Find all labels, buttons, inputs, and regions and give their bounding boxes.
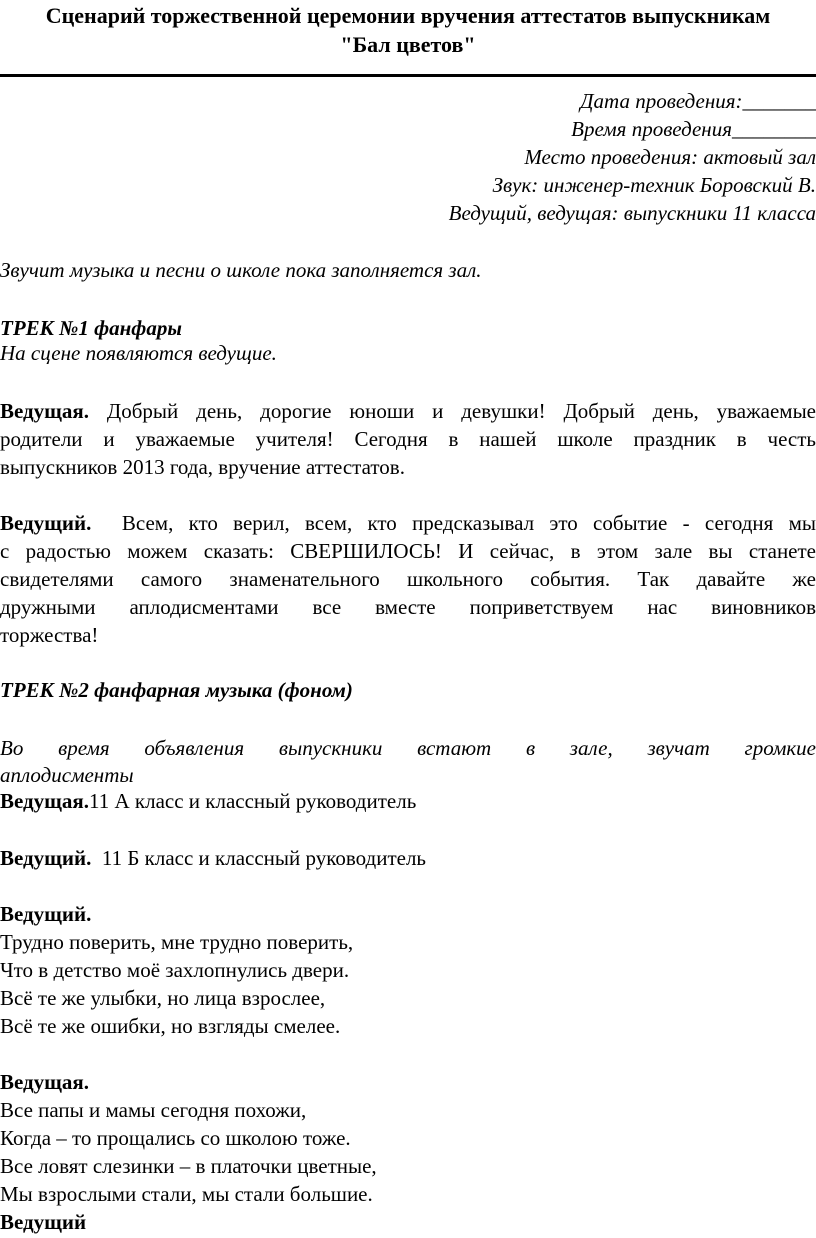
track-1-note: На сцене появляются ведущие. — [0, 341, 277, 365]
poem-1-line-2: Что в детство моё захлопнулись двери. — [0, 958, 350, 982]
paragraph-2-line-4: дружными аплодисментами все вместе поприветствуем нас виновников — [0, 595, 816, 619]
poem-2-line-4: Мы взрослыми стали, мы стали большие. — [0, 1182, 373, 1206]
paragraph-text: 11 Б класс и классный руководитель — [101, 846, 427, 870]
poem-2-line-1: Все папы и мамы сегодня похожи, — [0, 1098, 307, 1122]
paragraph-4 — [0, 843, 816, 873]
paragraph-1-line-3: выпускников 2013 года, вручение аттестатов. — [0, 455, 405, 479]
paragraph-2-line-1 — [0, 508, 816, 538]
document-title-line-1: Сценарий торжественной церемонии вручения аттестатов выпускникам — [45, 3, 771, 28]
speaker-label-6: Ведущая. — [0, 1070, 90, 1094]
poem-1-line-3: Всё те же улыбки, но лица взрослее, — [0, 986, 326, 1010]
track-2-note-line-2: аплодисменты — [0, 763, 134, 787]
paragraph-text: Всем, кто верил, всем, кто предсказывал это событие - сегодня мы — [121, 511, 816, 535]
paragraph-text: Добрый день, дорогие юноши и девушки! Добрый день, уважаемые — [106, 399, 816, 423]
poem-2-line-2: Когда – то прощались со школою тоже. — [0, 1126, 351, 1150]
meta-place: Место проведения: актовый зал — [524, 145, 816, 169]
speaker-label: Ведущая. — [0, 399, 90, 423]
poem-1-line-4: Всё те же ошибки, но взгляды смелее. — [0, 1014, 341, 1038]
paragraph-2-line-2: с радостью можем сказать: СВЕРШИЛОСЬ! И сейчас, в этом зале вы станете — [0, 539, 816, 563]
paragraph-1-line-1 — [0, 396, 816, 426]
paragraph-1-line-2: родители и уважаемые учителя! Сегодня в нашей школе праздник в честь — [0, 427, 816, 451]
paragraph-2-line-3: свидетелями самого знаменательного школьного события. Так давайте же — [0, 567, 816, 591]
paragraph-3 — [0, 786, 816, 816]
track-1-heading: ТРЕК №1 фанфары — [0, 316, 182, 340]
title-divider — [0, 74, 816, 77]
speaker-label-7: Ведущий — [0, 1210, 87, 1234]
intro-stage-direction: Звучит музыка и песни о школе пока заполняется зал. — [0, 258, 482, 282]
meta-hosts: Ведущий, ведущая: выпускники 11 класса — [448, 201, 816, 225]
paragraph-text: 11 А класс и классный руководитель — [89, 789, 417, 813]
poem-1-line-1: Трудно поверить, мне трудно поверить, — [0, 930, 354, 954]
paragraph-2-line-5: торжества! — [0, 623, 99, 647]
speaker-label: Ведущая. — [0, 789, 90, 813]
meta-time: Время проведения________ — [571, 117, 816, 141]
speaker-label-5: Ведущий. — [0, 902, 92, 926]
track-2-heading: ТРЕК №2 фанфарная музыка (фоном) — [0, 678, 353, 702]
speaker-label: Ведущий. — [0, 846, 92, 870]
track-2-note-line-1: Во время объявления выпускники встают в зале, звучат громкие — [0, 736, 816, 760]
document-title-line-2: "Бал цветов" — [340, 32, 476, 57]
meta-date: Дата проведения:_______ — [580, 89, 816, 113]
poem-2-line-3: Все ловят слезинки – в платочки цветные, — [0, 1154, 377, 1178]
meta-sound: Звук: инженер-техник Боровский В. — [492, 173, 816, 197]
speaker-label: Ведущий. — [0, 511, 92, 535]
